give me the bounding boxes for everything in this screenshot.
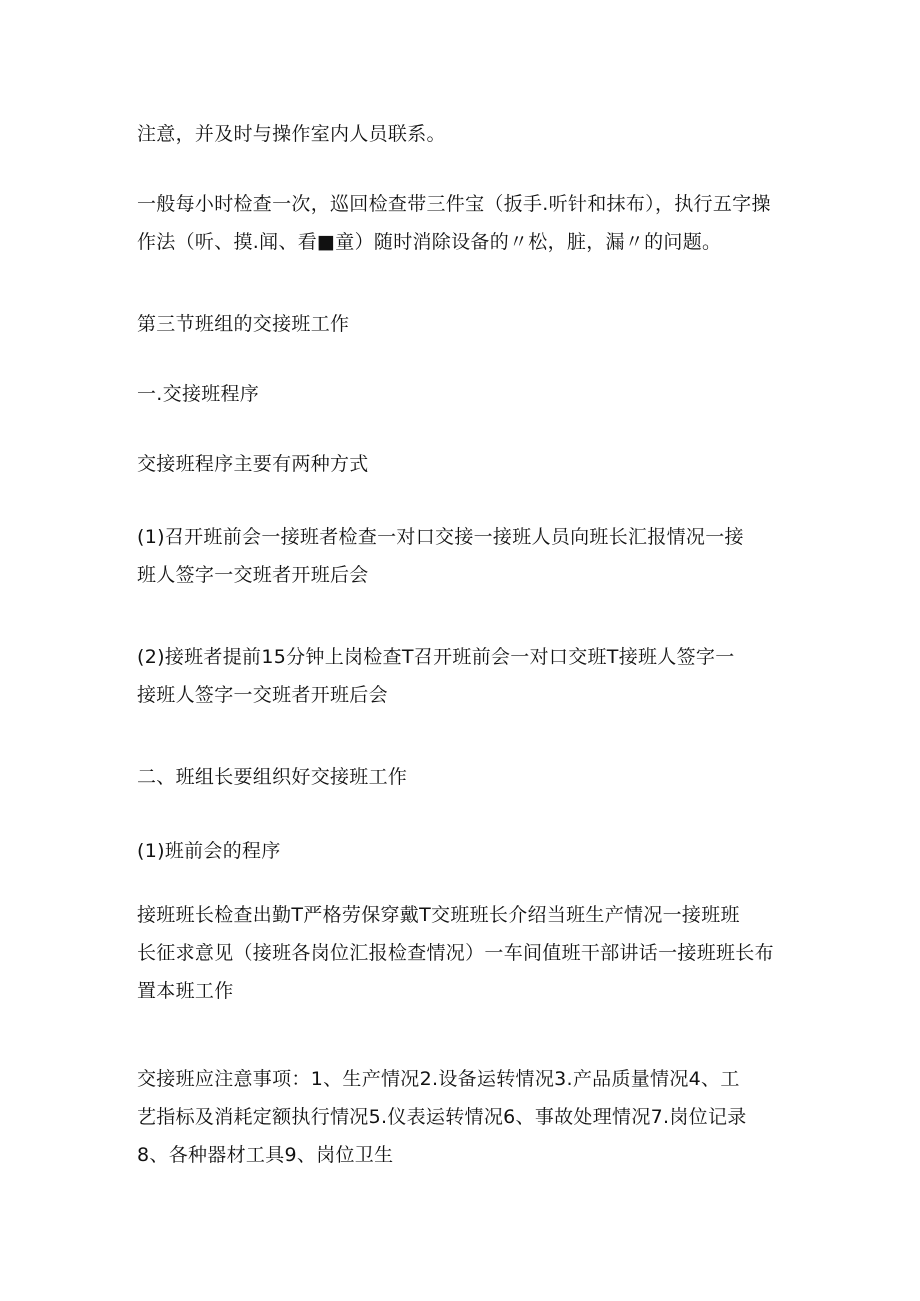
section-title [137,305,797,343]
paragraph-3 [137,445,797,483]
text-line: 一般每小时检查一次，巡回检查带三件宝（扳手.听针和抹布），执行五字操 [137,193,771,215]
text-line: 一.交接班程序 [137,383,260,405]
text-line: 交接班程序主要有两种方式 [137,453,369,475]
text-line: 接班班长检查出勤T严格劳保穿戴T交班班长介绍当班生产情况一接班班 [137,904,740,926]
text-line: (1)班前会的程序 [137,840,281,862]
text-line: 8、各种器材工具9、岗位卫生 [137,1144,394,1166]
subsection-heading-2 [137,758,797,796]
text-line: 交接班应注意事项：1、生产情况2.设备运转情况3.产品质量情况4、工 [137,1068,740,1090]
text-line: 班人签字一交班者开班后会 [137,564,369,586]
text-line: 作法（听、摸.闻、看■童）随时消除设备的〃松，脏，漏〃的问题。 [137,231,722,253]
paragraph-1 [137,115,797,153]
text-line: (1)召开班前会一接班者检查一对口交接一接班人员向班长汇报情况一接 [137,526,744,548]
text-line: (2)接班者提前15分钟上岗检查T召开班前会一对口交班T接班人签字一 [137,646,735,668]
text-line: 注意，并及时与操作室内人员联系。 [137,123,446,145]
subsection-heading-3 [137,832,797,870]
procedure-1 [137,518,797,594]
text-line: 二、班组长要组织好交接班工作 [137,766,408,788]
paragraph-2 [137,185,797,261]
text-line: 第三节班组的交接班工作 [137,313,350,335]
text-line: 艺指标及消耗定额执行情况5.仪表运转情况6、事故处理情况7.岗位记录 [137,1106,747,1128]
text-line: 长征求意见（接班各岗位汇报检查情况）一车间值班干部讲话一接班班长布 [137,942,774,964]
text-line: 接班人签字一交班者开班后会 [137,684,388,706]
text-line: 置本班工作 [137,980,234,1002]
paragraph-5 [137,1060,797,1174]
paragraph-4 [137,896,797,1010]
subsection-heading-1 [137,375,797,413]
procedure-2 [137,638,797,714]
